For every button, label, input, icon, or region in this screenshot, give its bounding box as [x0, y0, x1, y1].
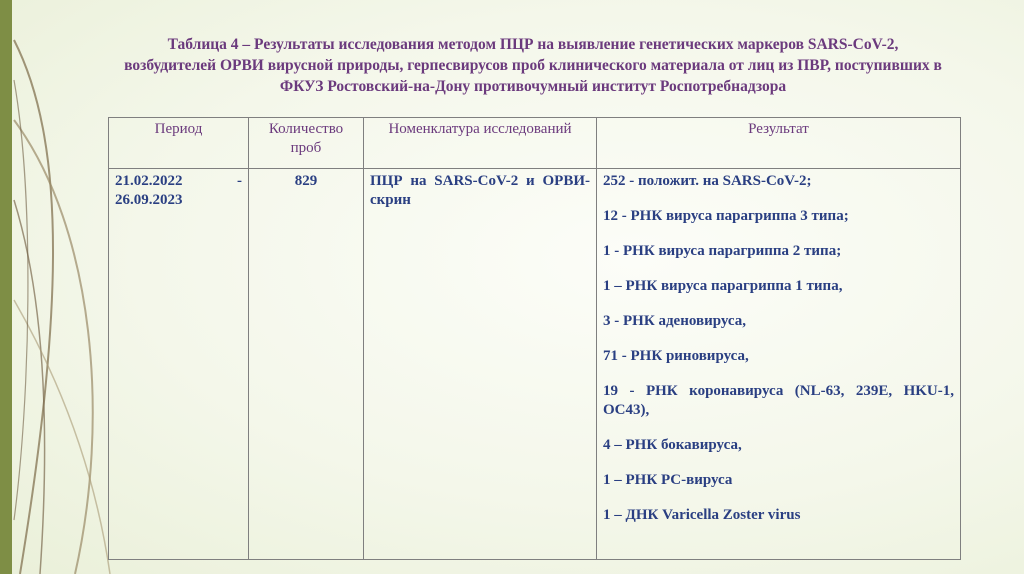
result-item: 19 - РНК коронавируса (NL-63, 239E, HKU-1, OC43), — [603, 383, 954, 418]
period-start: 21.02.2022 — [115, 173, 183, 189]
header-nomenclature: Номенклатура исследований — [364, 118, 597, 169]
header-count: Количество проб — [249, 118, 364, 169]
cell-count: 829 — [249, 169, 364, 560]
cell-result — [597, 169, 961, 560]
period-dash: - — [237, 173, 242, 189]
header-result: Результат — [597, 118, 961, 169]
period-end: 26.09.2023 — [115, 192, 183, 208]
table-row — [109, 169, 961, 560]
result-item: 1 - РНК вируса парагриппа 2 типа; — [603, 243, 842, 259]
result-item: 3 - РНК аденовируса, — [603, 313, 746, 329]
result-item: 252 - положит. на SARS-CoV-2; — [603, 173, 812, 189]
result-item: 12 - РНК вируса парагриппа 3 типа; — [603, 208, 849, 224]
result-item: 71 - РНК риновируса, — [603, 348, 749, 364]
cell-period — [109, 169, 249, 560]
result-item: 1 – ДНК Varicella Zoster virus — [603, 507, 801, 523]
cell-nomenclature: ПЦР на SARS-CoV-2 и ОРВИ-скрин — [364, 169, 597, 560]
result-item: 4 – РНК бокавируса, — [603, 437, 742, 453]
table-caption: Таблица 4 – Результаты исследования методом ПЦР на выявление генетических маркеров SARS-CoV-2, возбудителей ОРВИ вирусной природы, герпесвирусов проб клинического материала от лиц из ПВР, поступивших в ФКУЗ Ростовский-на-Дону противочумный институт Роспотребнадзора — [124, 36, 942, 95]
table-header-row — [109, 118, 961, 169]
result-item: 1 – РНК РС-вируса — [603, 472, 733, 488]
results-table — [108, 117, 961, 560]
result-item: 1 – РНК вируса парагриппа 1 типа, — [603, 278, 843, 294]
header-period: Период — [109, 118, 249, 169]
